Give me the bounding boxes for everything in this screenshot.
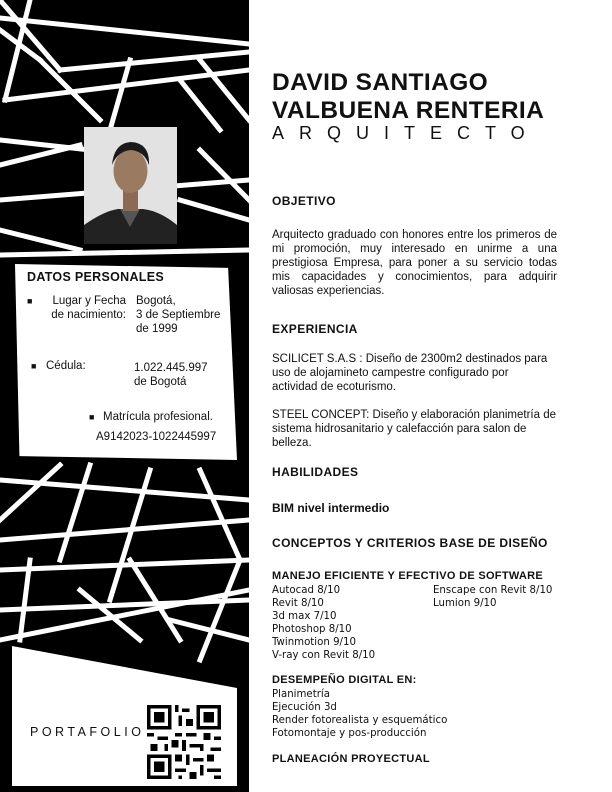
experience-heading: EXPERIENCIA [272,322,358,336]
bim-skill: BIM nivel intermedio [272,501,390,515]
objective-text: Arquitecto graduado con honores entre los primeros de mi promoción, muy interesado en unirme a una prestigiosa Empresa, para poner a su servicio todas mis capacidades y conocimientos, para adquirir valiosas experiencias. [272,229,557,297]
license-label: Matrícula profesional. [103,411,213,423]
portfolio-label: PORTAFOLIO [30,725,145,739]
qr-code-icon[interactable] [147,705,221,779]
birth-value [136,294,220,336]
concepts-heading: CONCEPTOS Y CRITERIOS BASE DE DISEÑO [272,536,548,550]
software-item: Twinmotion 9/10 [272,637,356,648]
objective-heading: OBJETIVO [272,194,336,208]
digital-item: Render fotorealista y esquemático [272,715,448,726]
license-value: A9142023-1022445997 [96,431,217,443]
name-line: DAVID SANTIAGO [272,69,489,96]
id-value-line: de Bogotá [134,376,187,388]
skills-heading: HABILIDADES [272,465,359,479]
bullet-icon: ■ [89,412,95,422]
software-list [272,584,375,662]
software-item: Photoshop 8/10 [272,624,352,635]
experience-item: STEEL CONCEPT: Diseño y elaboración planimetría de sistema hidrosanitario y calefacción para salon de belleza. [272,409,557,449]
experience-item: SCILICET S.A.S : Diseño de 2300m2 destinados para uso de alojamineto campestre configurado por actividad de ecoturismo. [272,353,548,393]
birth-label-line: Lugar y Fecha [52,295,126,307]
software-item: Enscape con Revit 8/10 [433,585,553,596]
software-item: V-ray con Revit 8/10 [272,650,376,661]
digital-item: Planimetría [272,689,330,700]
birth-value-line: de 1999 [136,323,178,335]
name-line: VALBUENA RENTERIA [272,97,545,124]
software-list-right [433,584,552,610]
bullet-icon: ■ [31,361,37,371]
portrait-icon [84,127,177,244]
digital-item: Ejecución 3d [272,702,337,713]
digital-list [272,688,447,740]
software-item: Revit 8/10 [272,598,324,609]
birth-value-line: Bogotá, [136,295,176,307]
birth-label [42,294,126,322]
id-label: Cédula: [46,360,86,372]
bullet-icon: ■ [27,296,33,306]
software-item: Lumion 9/10 [433,598,497,609]
full-name [272,69,544,125]
personal-data-title: DATOS PERSONALES [27,270,164,284]
software-item: 3d max 7/10 [272,611,337,622]
birth-label-line: de nacimiento: [51,309,126,321]
profile-photo [84,127,177,244]
digital-heading: DESEMPEÑO DIGITAL EN: [272,674,417,686]
id-value [134,361,208,389]
digital-item: Fotomontaje y pos-producción [272,728,427,739]
software-heading: MANEJO EFICIENTE Y EFECTIVO DE SOFTWARE [272,570,544,582]
software-item: Autocad 8/10 [272,585,341,596]
birth-value-line: 3 de Septiembre [136,309,221,321]
job-title: ARQUITECTO [272,123,540,143]
planning-heading: PLANEACIÓN PROYECTUAL [272,753,430,765]
id-value-line: 1.022.445.997 [134,362,208,374]
